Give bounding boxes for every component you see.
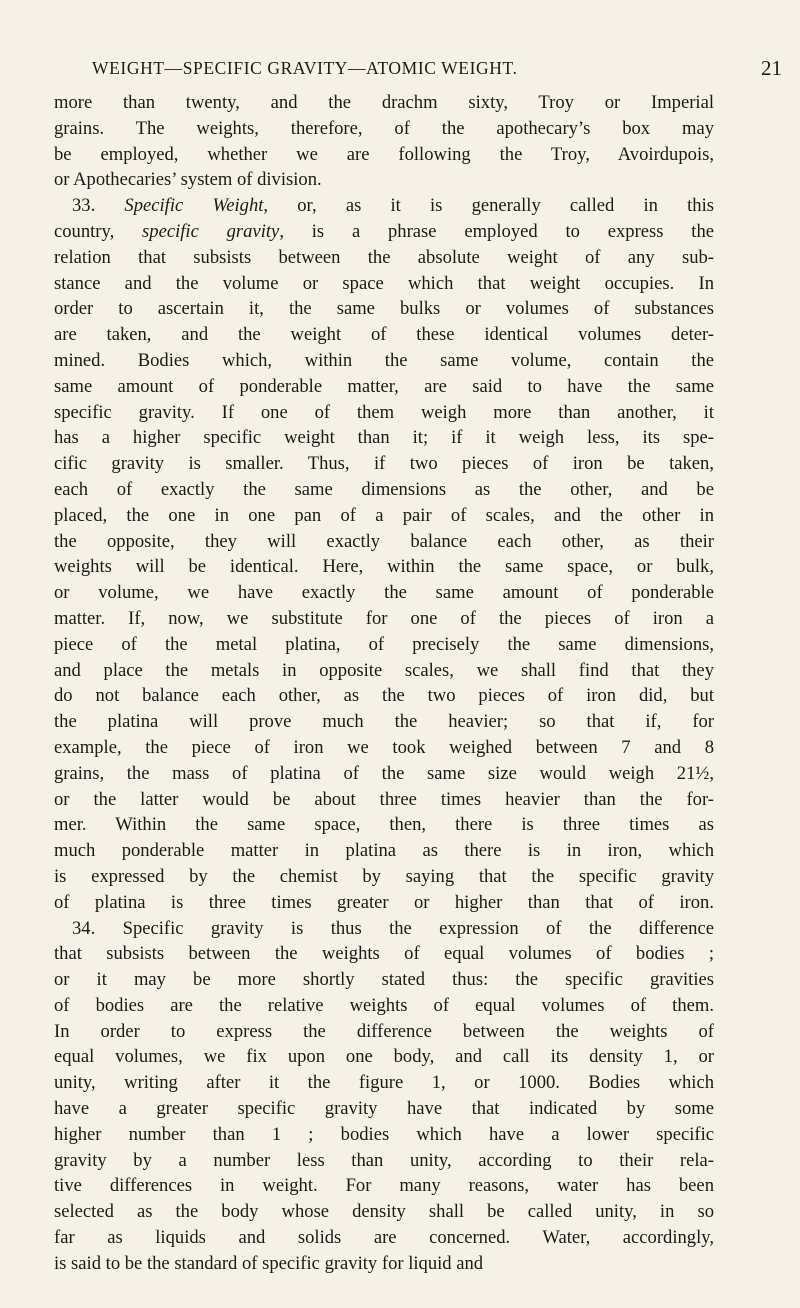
text-line: do not balance each other, as the two pieces of iron did, but [54,685,714,707]
text-line: far as liquids and solids are concerned. Water, accordingly, [54,1227,714,1249]
text-line: have a greater specific gravity have that indicated by some [54,1098,714,1120]
text-line: or Apothecaries’ system of division. [54,169,322,191]
text-line: In order to express the difference between the weights of [54,1020,714,1042]
text-line: cific gravity is smaller. Thus, if two pieces of iron be taken, [54,453,714,475]
text-line: country, specific gravity, is a phrase employed to express the [54,220,715,242]
text-line: 34. Specific gravity is thus the expression of the difference [72,917,714,939]
text-line: selected as the body whose density shall be called unity, in so [54,1201,714,1223]
text-line: are taken, and the weight of these identical volumes deter- [54,324,714,346]
text-line: piece of the metal platina, of precisely the same dimensions, [54,633,714,655]
text-line: is said to be the standard of specific gravity for liquid and [54,1252,484,1274]
text-line: equal volumes, we fix upon one body, and call its density 1, or [54,1046,714,1068]
text-line: and place the metals in opposite scales, we shall find that they [54,659,714,681]
text-line: gravity by a number less than unity, according to their rela- [54,1149,714,1171]
text-line: grains. The weights, therefore, of the apothecary’s box may [54,117,714,139]
text-line: same amount of ponderable matter, are said to have the same [54,375,714,397]
text-line: higher number than 1 ; bodies which have a lower specific [54,1123,714,1145]
text-line: be employed, whether we are following the Troy, Avoirdupois, [54,143,714,165]
text-line: relation that subsists between the absolute weight of any sub- [54,246,714,268]
text-line: grains, the mass of platina of the same size would weigh 21½, [54,762,714,784]
text-line: placed, the one in one pan of a pair of scales, and the other in [54,504,714,526]
text-line: more than twenty, and the drachm sixty, Troy or Imperial [54,92,714,113]
text-line: the opposite, they will exactly balance each other, as their [54,530,714,552]
text-line: weights will be identical. Here, within the same space, or bulk, [54,556,714,578]
text-line: order to ascertain it, the same bulks or volumes of substances [54,298,714,320]
text-line: unity, writing after it the figure 1, or 1000. Bodies which [54,1072,714,1094]
text-line: that subsists between the weights of equal volumes of bodies ; [54,943,714,965]
text-line: each of exactly the same dimensions as the other, and be [54,478,714,500]
text-line: stance and the volume or space which that weight occupies. In [54,272,714,294]
text-line: example, the piece of iron we took weighed between 7 and 8 [54,736,714,758]
body-text [54,90,714,1277]
text-line: tive differences in weight. For many reasons, water has been [54,1175,714,1197]
text-line: of bodies are the relative weights of equal volumes of them. [54,994,714,1016]
text-line: matter. If, now, we substitute for one of the pieces of iron a [54,607,714,629]
running-head [92,58,782,84]
text-line: mer. Within the same space, then, there is three times as [54,814,714,836]
text-line: specific gravity. If one of them weigh more than another, it [54,401,714,423]
text-line: much ponderable matter in platina as there is in iron, which [54,840,714,862]
text-line: 33. Specific Weight, or, as it is generally called in this [72,195,714,217]
page-number: 21 [761,56,782,80]
text-line: the platina will prove much the heavier; so that if, for [54,711,714,733]
text-line: mined. Bodies which, within the same volume, contain the [54,349,714,371]
text-line: is expressed by the chemist by saying that the specific gravity [54,865,714,887]
running-title: WEIGHT—SPECIFIC GRAVITY—ATOMIC WEIGHT. [92,58,518,78]
text-line: or it may be more shortly stated thus: the specific gravities [54,969,714,991]
text-line: or the latter would be about three times heavier than the for- [54,788,714,810]
text-line: has a higher specific weight than it; if it weigh less, its spe- [54,427,714,449]
text-line: or volume, we have exactly the same amount of ponderable [54,582,714,604]
text-line: of platina is three times greater or higher than that of iron. [54,891,714,913]
